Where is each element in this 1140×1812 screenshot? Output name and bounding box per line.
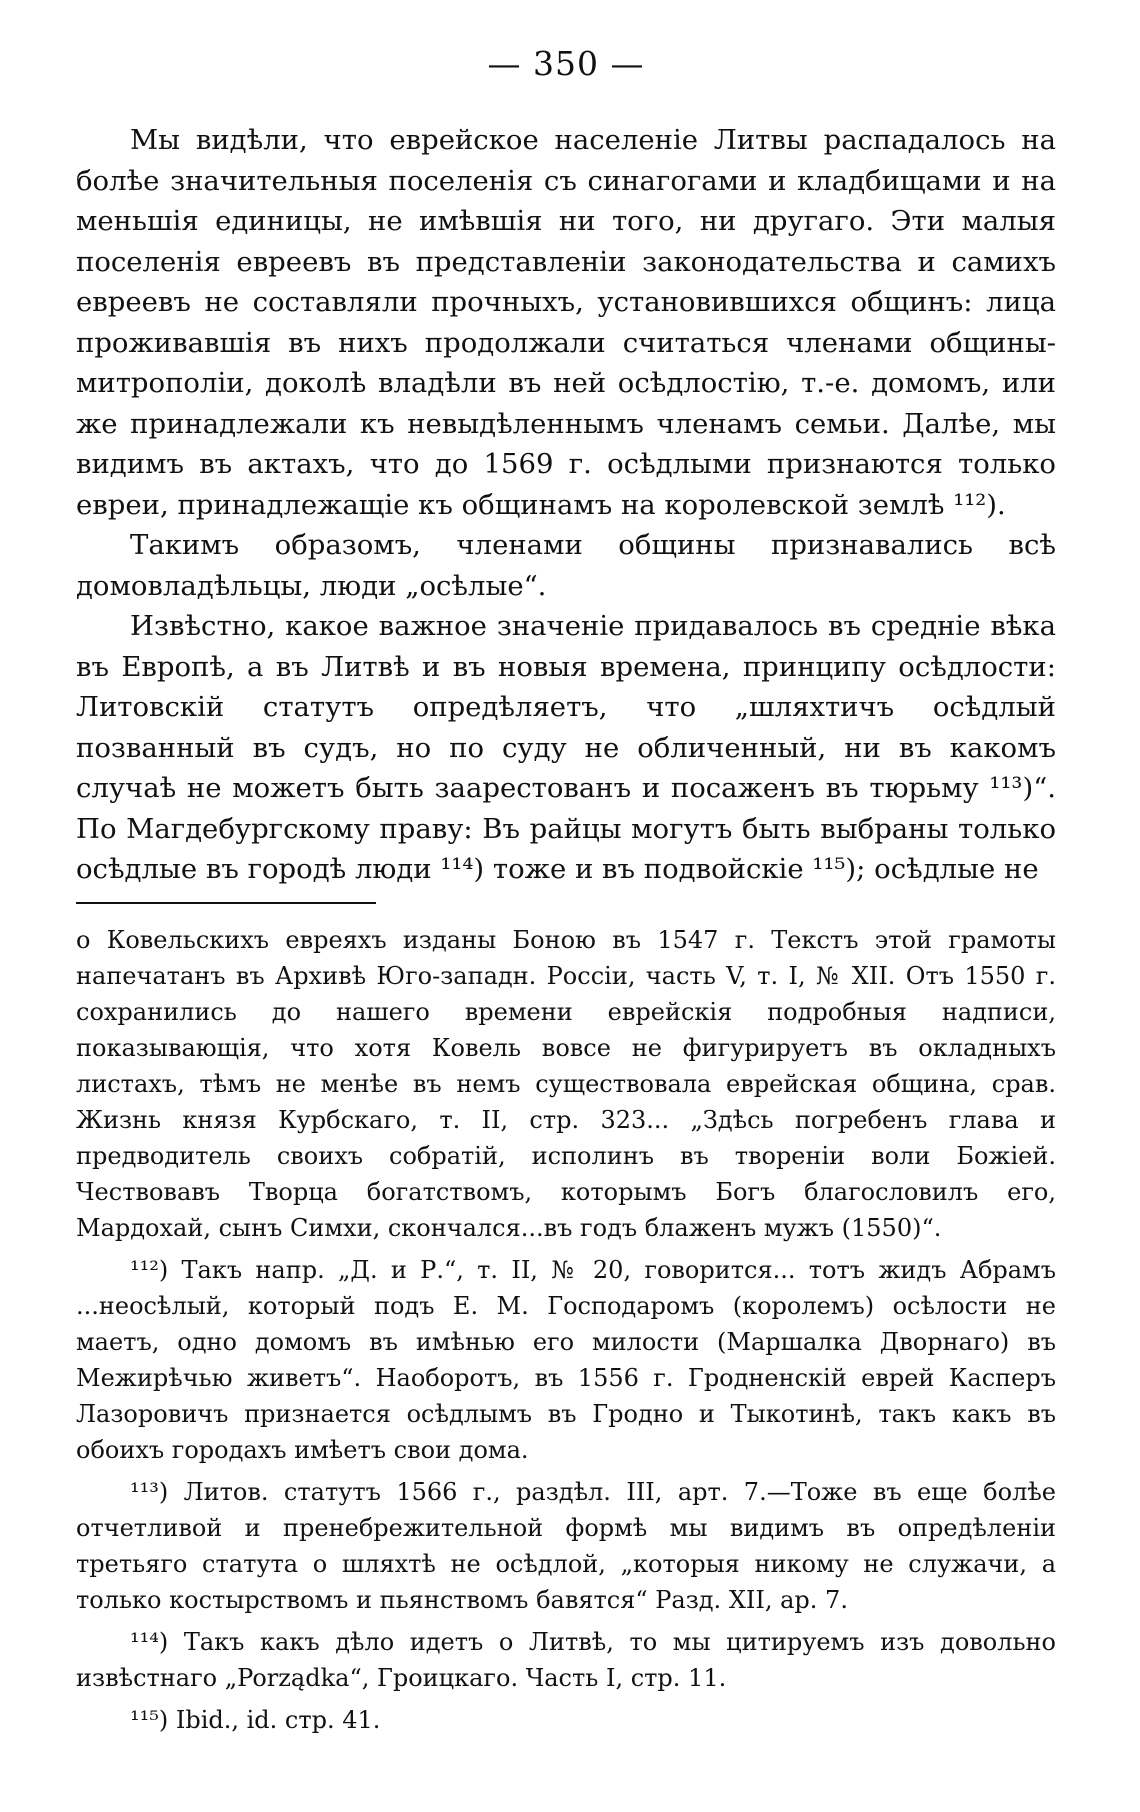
footnote-continuation: о Ковельскихъ евреяхъ изданы Боною въ 1547 г. Текстъ этой грамоты напечатанъ въ Архивѣ Юго-западн. Россіи, часть V, т. I, № XII. Отъ 1550 г. сохранились до нашего времени еврейскія подробныя надписи, показывающія, что хотя Ковель вовсе не фигурируетъ въ окладныхъ листахъ, тѣмъ не менѣе въ немъ существовала еврейская община, срав. Жизнь князя Курбскаго, т. II, стр. 323... „Здѣсь погребенъ глава и предводитель своихъ собратій, исполинъ въ твореніи воли Божіей. Чествовавъ Творца богатствомъ, которымъ Богъ благословилъ его, Мардохай, сынъ Симхи, скончался...въ годъ блаженъ мужъ (1550)“.	[76, 925, 1056, 1242]
footnote-114: ¹¹⁴) Такъ какъ дѣло идетъ о Литвѣ, то мы цитируемъ изъ довольно извѣстнаго „Porządka“, Гроицкаго. Часть I, стр. 11.	[76, 1627, 1056, 1692]
footnote-115: ¹¹⁵) Ibid., id. стр. 41.	[130, 1705, 381, 1734]
footnote-divider	[76, 902, 376, 904]
book-page	[76, 44, 1056, 1744]
footnote-113: ¹¹³) Литов. статутъ 1566 г., раздѣл. III, арт. 7.—Тоже въ еще болѣе отчетливой и пренебрежительной формѣ мы видимъ въ опредѣленіи третьяго статута о шляхтѣ не осѣдлой, „которыя никому не служачи, а только костырствомъ и пьянствомъ бавятся“ Разд. XII, ар. 7.	[76, 1477, 1056, 1614]
footnotes	[76, 922, 1056, 1738]
main-text	[76, 120, 1056, 890]
paragraph: Такимъ образомъ, членами общины признавались всѣ домовладѣльцы, люди „осѣлые“.	[76, 529, 1056, 602]
paragraph: Извѣстно, какое важное значеніе придавалось въ средніе вѣка въ Европѣ, а въ Литвѣ и въ новыя времена, принципу осѣдлости: Литовскій статутъ опредѣляетъ, что „шляхтичъ осѣдлый позванный въ судъ, но по суду не обличенный, ни въ какомъ случаѣ не можетъ быть заарестованъ и посаженъ въ тюрьму ¹¹³)“. По Магдебургскому праву: Въ райцы могутъ быть выбраны только осѣдлые въ городѣ люди ¹¹⁴) тоже и въ подвойскіе ¹¹⁵); осѣдлые не	[76, 610, 1056, 885]
footnote-112: ¹¹²) Такъ напр. „Д. и Р.“, т. II, № 20, говорится... тотъ жидъ Абрамъ ...неосѣлый, который подъ Е. М. Господаромъ (королемъ) осѣлости не маетъ, одно домомъ въ имѣнью его милости (Маршалка Дворнаго) въ Межирѣчью живетъ“. Наоборотъ, въ 1556 г. Гродненскій еврей Касперъ Лазоровичъ признается осѣдлымъ въ Гродно и Тыкотинѣ, такъ какъ въ обоихъ городахъ имѣетъ свои дома.	[76, 1255, 1056, 1464]
paragraph: Мы видѣли, что еврейское населеніе Литвы распадалось на болѣе значительныя поселенія съ синагогами и кладбищами и на меньшія единицы, не имѣвшія ни того, ни другаго. Эти малыя поселенія евреевъ въ представленіи законодательства и самихъ евреевъ не составляли прочныхъ, установившихся общинъ: лица проживавшія въ нихъ продолжали считаться членами общины-митрополіи, доколѣ владѣли въ ней осѣдлостію, т.-е. домомъ, или же принадлежали къ невыдѣленнымъ членамъ семьи. Далѣе, мы видимъ въ актахъ, что до 1569 г. осѣдлыми признаются только евреи, принадлежащіе къ общинамъ на королевской землѣ ¹¹²).	[76, 124, 1056, 521]
page-number: — 350 —	[487, 44, 645, 83]
